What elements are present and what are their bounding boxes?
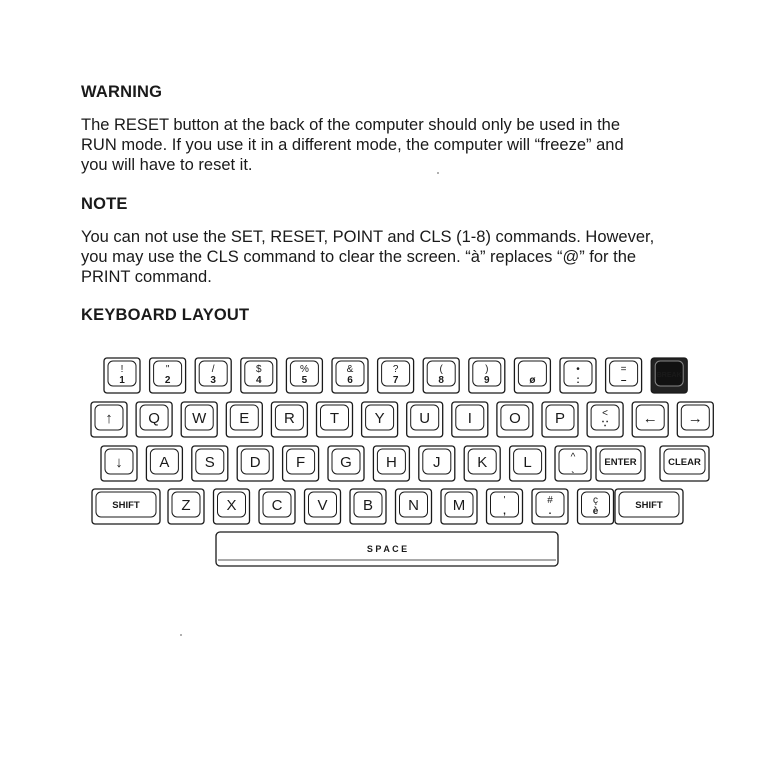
key-top-label: ) xyxy=(485,364,489,375)
key-label: O xyxy=(509,410,521,427)
key-3 xyxy=(195,358,231,393)
warning-line: you will have to reset it. xyxy=(81,156,253,174)
key-label: K xyxy=(477,454,488,471)
key-bottom-label: 6 xyxy=(347,375,353,386)
keyboard-heading: KEYBOARD LAYOUT xyxy=(81,306,250,324)
key-label: I xyxy=(467,410,472,427)
key-label: P xyxy=(554,410,566,427)
key-b xyxy=(350,489,386,524)
key-label: S xyxy=(204,454,215,471)
key-enter xyxy=(596,446,645,481)
key-equals xyxy=(606,358,642,393)
key-bottom-label: , xyxy=(503,506,506,517)
key-k xyxy=(464,446,500,481)
key-p xyxy=(542,402,578,437)
key-top-label: & xyxy=(346,364,354,375)
key-label: H xyxy=(385,454,397,471)
key-g xyxy=(328,446,364,481)
key-label: ↓ xyxy=(115,454,123,471)
key-x xyxy=(214,489,250,524)
key-q xyxy=(136,402,172,437)
key-clear xyxy=(660,446,709,481)
key-bottom-label: 2 xyxy=(164,375,171,386)
key-bottom-label: ∵ xyxy=(601,419,609,430)
key-bottom-label: 4 xyxy=(256,375,262,386)
key-label: R xyxy=(283,410,295,427)
key-top-label: # xyxy=(547,495,553,506)
key-hash xyxy=(532,489,568,524)
key-top-label: • xyxy=(576,364,580,375)
warning-line: RUN mode. If you use it in a different mode, the computer will “freeze” and xyxy=(81,136,624,154)
key-bottom-label: 3 xyxy=(210,375,216,386)
key-f xyxy=(283,446,319,481)
key-less xyxy=(587,402,623,437)
key-bottom-label: – xyxy=(620,375,627,386)
key-top-label: = xyxy=(620,364,627,375)
key-comma xyxy=(487,489,523,524)
warning-heading: WARNING xyxy=(81,83,163,101)
note-line: PRINT command. xyxy=(81,268,212,286)
key-bottom-label: . xyxy=(548,506,552,517)
key-top-label: ' xyxy=(503,495,506,506)
key-break xyxy=(651,358,687,393)
key-o xyxy=(497,402,533,437)
key-label: J xyxy=(433,454,441,471)
key-bottom-label: 9 xyxy=(484,375,490,386)
key-label: W xyxy=(192,410,207,427)
key-label: V xyxy=(317,497,328,514)
key-top-label: ( xyxy=(439,364,443,375)
key-c xyxy=(259,489,295,524)
key-bottom-label: è xyxy=(592,506,599,517)
key-n xyxy=(396,489,432,524)
key-top-label: % xyxy=(299,364,309,375)
key-label: G xyxy=(340,454,352,471)
key-bottom-label: 7 xyxy=(392,375,399,386)
key-right xyxy=(677,402,713,437)
note-heading: NOTE xyxy=(81,195,128,213)
key-7 xyxy=(378,358,414,393)
note-line: You can not use the SET, RESET, POINT and CLS (1-8) commands. However, xyxy=(81,228,655,246)
key-label: Z xyxy=(181,497,191,514)
key-label: S P A C E xyxy=(366,544,408,554)
key-1 xyxy=(104,358,140,393)
key-d xyxy=(237,446,273,481)
key-y xyxy=(362,402,398,437)
key-up xyxy=(91,402,127,437)
key-label: C xyxy=(271,497,283,514)
key-bottom-label: ø xyxy=(529,375,536,386)
key-cedilla xyxy=(578,489,614,524)
key-label: E xyxy=(239,410,250,427)
key-label: ← xyxy=(642,410,658,427)
key-label: SHIFT xyxy=(112,500,140,511)
key-top-label: ^ xyxy=(570,452,576,463)
note-line: you may use the CLS command to clear the screen. “à” replaces “@” for the xyxy=(81,248,637,266)
key-top-label: " xyxy=(165,364,170,375)
key-label: SHIFT xyxy=(635,500,663,511)
key-r xyxy=(271,402,307,437)
key-6 xyxy=(332,358,368,393)
key-caret xyxy=(555,446,591,481)
key-top-label: ? xyxy=(392,364,399,375)
key-5 xyxy=(286,358,322,393)
key-label: ↑ xyxy=(105,410,113,427)
key-bottom-label: 8 xyxy=(438,375,444,386)
key-bottom-label: 1 xyxy=(119,375,125,386)
key-space xyxy=(216,532,558,566)
key-top-label: ç xyxy=(593,495,598,506)
key-s xyxy=(192,446,228,481)
key-l xyxy=(510,446,546,481)
key-label: BREAK xyxy=(656,372,682,379)
key-bottom-label: : xyxy=(576,375,580,386)
key-e xyxy=(226,402,262,437)
key-m xyxy=(441,489,477,524)
key-top-label: $ xyxy=(256,364,262,375)
key-9 xyxy=(469,358,505,393)
key-u xyxy=(407,402,443,437)
key-label: Q xyxy=(148,410,160,427)
key-v xyxy=(305,489,341,524)
key-top-label: / xyxy=(211,364,215,375)
key-top-label: ! xyxy=(120,364,124,375)
key-h xyxy=(373,446,409,481)
key-w xyxy=(181,402,217,437)
key-shift-left xyxy=(92,489,160,524)
key-label: CLEAR xyxy=(668,457,701,468)
key-j xyxy=(419,446,455,481)
key-z xyxy=(168,489,204,524)
key-label: F xyxy=(296,454,306,471)
key-label: A xyxy=(159,454,170,471)
key-i xyxy=(452,402,488,437)
key-left xyxy=(632,402,668,437)
key-bottom-label: ˎ xyxy=(571,463,575,474)
key-colon xyxy=(560,358,596,393)
key-label: M xyxy=(452,497,466,514)
key-top-label: < xyxy=(602,408,609,419)
key-down xyxy=(101,446,137,481)
key-a xyxy=(146,446,182,481)
key-label: X xyxy=(226,497,237,514)
key-label: ENTER xyxy=(604,457,637,468)
key-label: → xyxy=(687,410,703,427)
key-label: L xyxy=(523,454,532,471)
key-bottom-label: 5 xyxy=(301,375,308,386)
key-t xyxy=(317,402,353,437)
key-2 xyxy=(150,358,186,393)
key-label: D xyxy=(249,454,261,471)
key-shift-right xyxy=(615,489,683,524)
warning-line: The RESET button at the back of the computer should only be used in the xyxy=(81,116,621,134)
key-8 xyxy=(423,358,459,393)
key-label: T xyxy=(329,410,340,427)
key-label: N xyxy=(408,497,419,514)
key-4 xyxy=(241,358,277,393)
key-label: Y xyxy=(374,410,385,427)
key-label: U xyxy=(419,410,431,427)
key-label: B xyxy=(362,497,374,514)
key-0 xyxy=(514,358,550,393)
